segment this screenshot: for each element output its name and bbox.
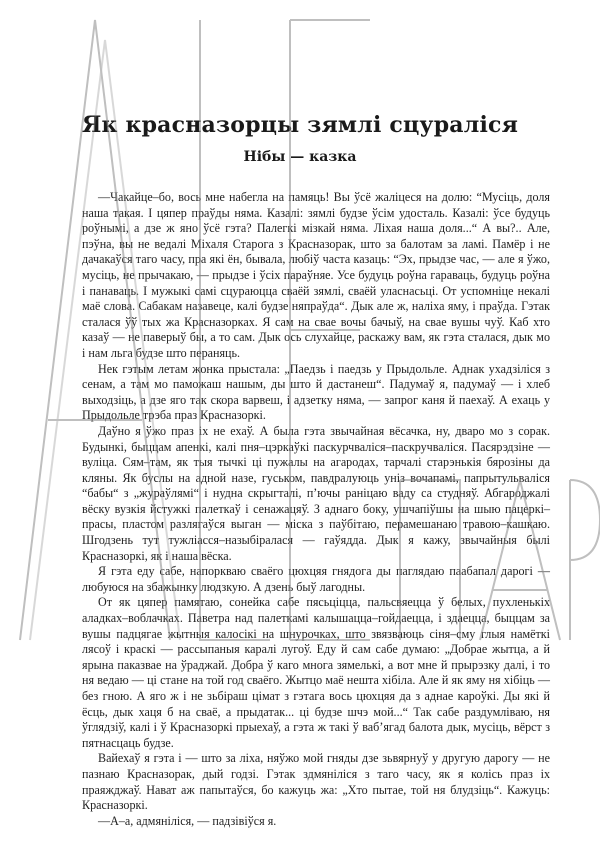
paragraph: Даўно я ўжо праз іх не ехаў. А была гэта звычайная вёсачка, ну, дваро мо з сорак. Будынкі, быццам апенкі, калі пня–цэркаўкі паскурчваліся–паскручваліся. Пасярэдзіне — вуліца. Сям–там, як тыя тычкі ці пужалы на агародах, тарчалі старэнькія бярозіны да кляны. Як буслы на адной назе, гуськом, павдралуюць уніз вочапамі, папрытульваліся “бабы“ з „жураўлямі“ і нудна скрыгталі, п’ючы раніцаю ваду са студняў. Абгароджалі вёску вузкія йстужкі палеткаў і сенажацяў. З аднаго боку, ушчапіўшы на шыю пацеркі–прасы, пластом разлягаўся выган — міска з паўбітаю, перамешанаю травою–кашкаю. Шгодзень тут тужліасся–назыбіралася — гаўядда. Дык я кажу, звычайныя былі Красназоркі, як і наша вёска. — [82, 423, 550, 563]
paragraph: Вайехаў я гэта і — што за ліха, няўжо мой гняды дзе зьвярнуў у другую дарогу — не пазнаю Красназорак, дый годзі. Гэтак здмяніліся з таго часу, як я колісь праз іх праяжджаў. Нават аж папытаўся, бо кажуць жа: „Хто пытае, той ня блудзіць“. Кажуць: Красназоркі. — [82, 751, 550, 813]
paragraph: От як цяпер памятаю, сонейка сабе пясьціцца, пальсвяецца ў белых, пухленькіх аладках–воблачках. Паветра над палеткамі калышацца–гойдаецца, і здаецца, быццам за вушы падцягае жытныя калосікі на шнурочках, што звязваюць сіня–сму глыя намёткі лясоў і краскі — рассыпаныя каралі лугоў. Еду й сам сабе думаю: „Добрае жытца, а й ярына паказвае на ўраджай. Добра ў каго многа зямелькі, а вот мне й прырэзку далі, і то ня ведаю — ці стане на той год сваёго. Жытцо маё нешта хібіла. Але й як яму ня хібіць — без гною. А яго ж і не зьбіраш цімат з гэтага вось цюхцяя да з аднае кароўкі. Ды які й ёсць, дык хаця б на сваё, а прыдатак... ці будзе шчэ мой...“ Так сабе раздумліваю, ня ўглядзіў, калі і ў Красназоркі прыехаў, а гэта ж такі ў ваб’ягад балота дык, мусіць, вёрст з пятнасцаць будзе. — [82, 595, 550, 750]
page-subtitle: Нібы — казка — [243, 149, 357, 165]
paragraph: —А–а, адмяніліся, — падзівіўся я. — [98, 813, 277, 828]
story-text — [82, 190, 550, 829]
page-title: Як красназорцы зямлі сцураліся — [81, 112, 519, 138]
paragraph: Я гэта еду сабе, напоркваю сваёго цюхцяя гнядога ды паглядаю паабапал дарогі — любуюся на збажынку людзкую. А дзень быў лагодны. — [82, 564, 550, 594]
paragraph: Нек гэтым летам жонка прыстала: „Паедзь і паедзь у Прыдольле. Аднак ухадзіліся з сенам, а там мо паможаш нашым, ды што й дастанеш“. Падумаў я, падумаў — і хлеб выходзіць, а дзе яго так скора варвеш, і адзетку няма, — запрог каня й паехаў. А ехаць у Прыдольле трэба праз Красназоркі. — [82, 361, 550, 423]
paragraph: —Чакайце–бо, вось мне набегла на памяць! Вы ўсё жаліцеся на долю: “Мусіць, доля наша такая. І цяпер праўды няма. Казалі: зямлі будзе ўсім удосталь. Казалі: ўсе будуць роўнымі, а дзе ж яно ўсё гэта? Палегкі мізкай няма. Ліхая наша доля...“ А вы?.. Але, пэўна, вы не ведалі Міхаля Старога з Красназорак, што за балотам за ламі. Памёр і не дачакаўся таго часу, пра які ён, бывала, любіў часта казаць: “Эх, прыдзе час, — але я ўжо, мусіць, не прычакаю, — прыдзе і ўсіх параўняе. Усе будуць роўна гараваць, будуць роўна і панаваць. І мужыкі самі сцураюцца сваёй зямлі, сваёй уласнасьці. От успомніце некалі маё слова. Сабакам назавеце, калі будзе няпраўда“. Дык але ж, наліха яму, і праўда. Гэтак сталася ўў тых жа Красназорках. Я сам на свае вочы бачыў, на свае вушы чуў. Каб хто казаў — не паверыў бы, а то сам. Дык ось слухайце, раскажу вам, як гэта сталася, дык мо і нам льга будзе што пераняць. — [82, 190, 550, 360]
